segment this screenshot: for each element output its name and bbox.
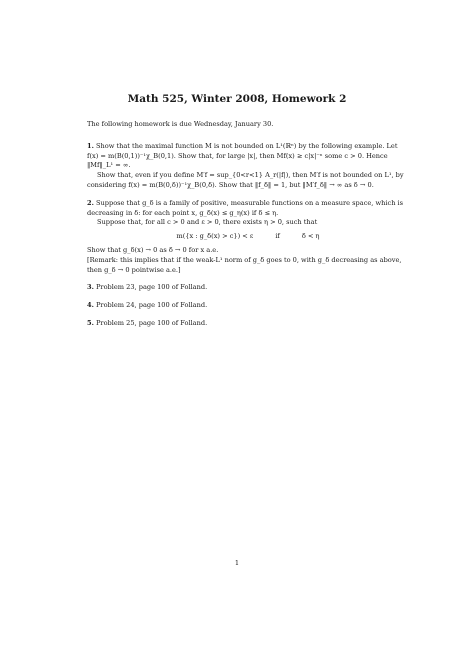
problem-2-number: 2. [87, 198, 94, 207]
problem-5-number: 5. [87, 318, 94, 327]
equation-if: if [275, 232, 280, 241]
problem-2-remark: [Remark: this implies that if the weak-L¹ norm of g_δ goes to 0, with g_δ decreasing as above, then g_δ → 0 pointwise a.e.] [87, 255, 402, 274]
equation-left: m({x : g_δ(x) > c}) < ε [176, 232, 254, 241]
problem-2-para-1 [87, 199, 409, 219]
problem-2-para-2: Suppose that, for all c > 0 and ε > 0, there exists η > 0, such that [97, 218, 318, 227]
page-number: 1 [234, 559, 240, 567]
problem-4-number: 4. [87, 301, 94, 310]
problem-1-number: 1. [87, 141, 94, 150]
page-title: Math 525, Winter 2008, Homework 2 [127, 93, 347, 105]
problem-3-number: 3. [87, 283, 94, 292]
problem-4-line [87, 301, 409, 311]
problem-3-line [87, 283, 409, 293]
problem-3-text: Problem 23, page 100 of Folland. [96, 283, 208, 292]
problem-2-text: Suppose that g_δ is a family of positive, measurable functions on a measure space, which is decreasing in δ: for each point x, g_δ(x) ≤ g_η(x) if δ ≤ η. [87, 198, 404, 217]
problem-4-text: Problem 24, page 100 of Folland. [96, 301, 208, 310]
problem-1-text: Show that the maximal function M is not bounded on L¹(ℝⁿ) by the following example. Let f(x) = m(B(0,1))⁻¹χ_B(0,1). Show that, for large |x|, then Mf(x) ≥ c|x|⁻ⁿ some c > 0. Hence ‖Mf‖_L¹ = ∞. [87, 141, 398, 170]
problem-5 [87, 319, 409, 329]
problem-3 [87, 283, 409, 293]
problem-1-para-2: Show that, even if you define M′f = sup_{0<r<1} A_r(|f|), then M′f is not bounded on L¹, by considering f(x) = m(B(0,δ))⁻¹χ_B(0,δ). Show that ‖f_δ‖ = 1, but ‖M′f_δ‖ → ∞ as δ → 0. [87, 171, 404, 189]
problem-2-para-3: Show that g_δ(x) → 0 as δ → 0 for x a.e. [87, 245, 219, 254]
problem-5-line [87, 319, 409, 329]
problem-4 [87, 301, 409, 311]
intro-text: The following homework is due Wednesday, January 30. [87, 120, 274, 128]
problem-2 [87, 199, 409, 276]
problem-5-text: Problem 25, page 100 of Folland. [96, 318, 208, 327]
display-equation [87, 232, 409, 242]
equation-right: δ < η [301, 232, 320, 241]
document-body [87, 120, 409, 329]
problem-1-para-1 [87, 142, 409, 171]
problem-1 [87, 142, 409, 191]
